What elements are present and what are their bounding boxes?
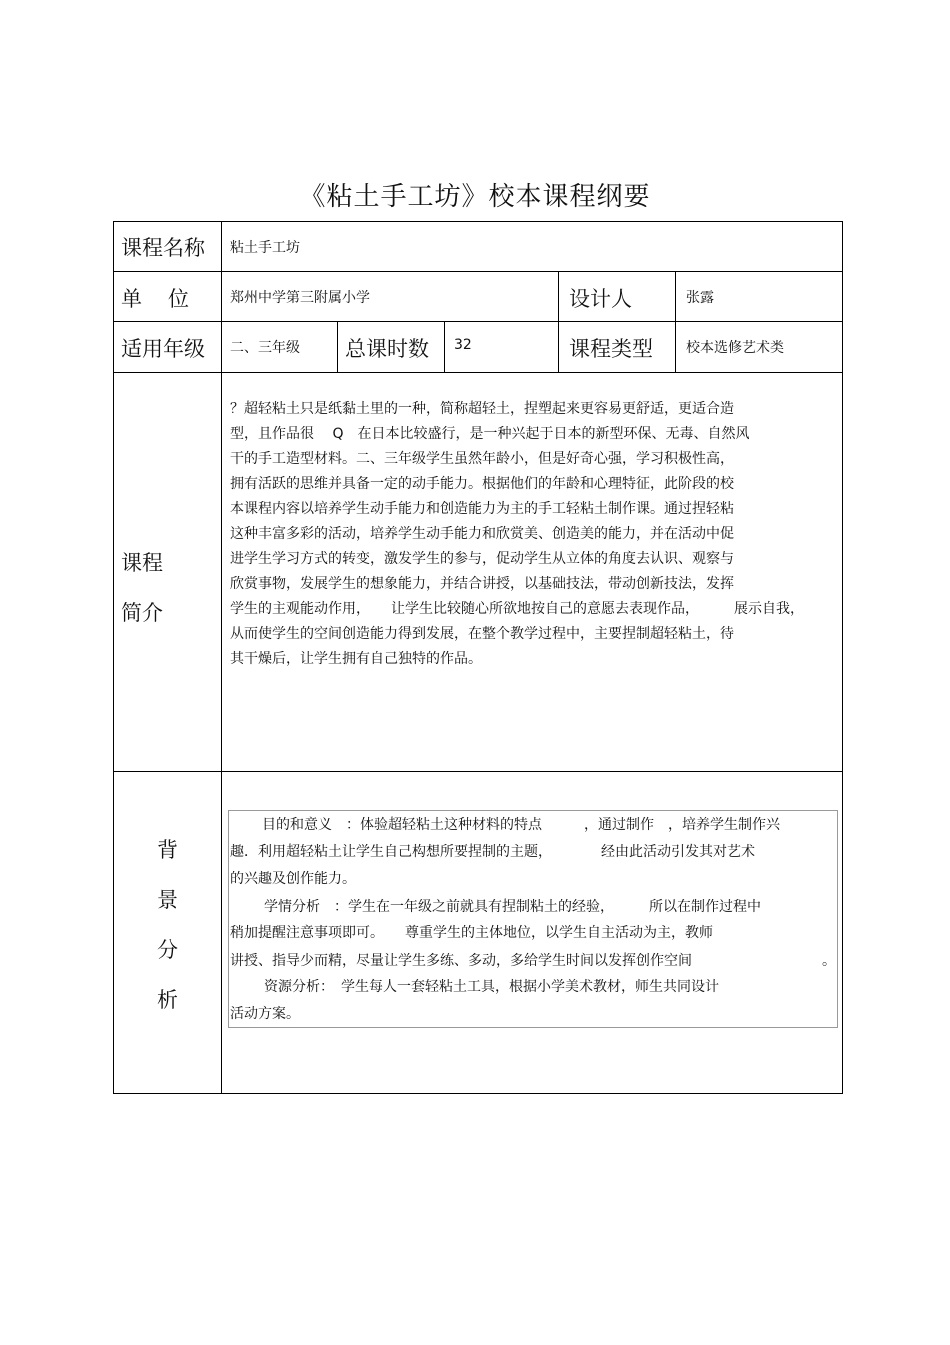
intro-line: 欣赏事物，发展学生的想象能力，并结合讲授，以基础技法，带动创新技法，发挥 [230, 576, 734, 592]
unit-value: 郑州中学第三附属小学 [230, 290, 370, 306]
row-divider [113, 321, 843, 322]
intro-line: 进学生学习方式的转变，激发学生的参与，促动学生从立体的角度去认识、观察与 [230, 551, 734, 567]
bg-label-char: 景 [157, 888, 178, 912]
bg-label-char: 分 [157, 938, 178, 962]
course-name-label: 课程名称 [121, 236, 205, 260]
bg-label-char: 析 [157, 988, 178, 1012]
background-line: 的兴趣及创作能力。 [230, 871, 356, 887]
unit-label-char-1: 单 [121, 287, 142, 311]
bg-label-char: 背 [157, 838, 178, 862]
intro-label-line-1: 课程 [121, 551, 163, 575]
type-label: 课程类型 [569, 337, 653, 361]
background-trailing-mark: 。 [822, 953, 836, 969]
row-divider [113, 771, 843, 772]
background-line: 讲授、指导少而精，尽量让学生多练、多动，多给学生时间以发挥创作空间 [230, 953, 692, 969]
column-divider [675, 271, 676, 373]
grade-label: 适用年级 [121, 337, 205, 361]
column-divider [221, 221, 222, 1093]
intro-line: 其干燥后，让学生拥有自己独特的作品。 [230, 651, 482, 667]
intro-line: 干的手工造型材料。二、三年级学生虽然年龄小，但是好奇心强，学习积极性高， [230, 451, 734, 467]
background-line: 学情分析 ：学生在一年级之前就具有捏制粘土的经验， 所以在制作过程中 [264, 899, 761, 915]
document-title: 《粘土手工坊》校本课程纲要 [299, 182, 651, 212]
intro-line: 型，且作品很 Q 在日本比较盛行，是一种兴起于日本的新型环保、无毒、自然风 [230, 426, 750, 442]
hours-label: 总课时数 [345, 337, 429, 361]
column-divider [444, 321, 445, 373]
grade-value: 二、三年级 [230, 340, 300, 356]
row-divider [113, 271, 843, 272]
intro-line: ？超轻粘土只是纸黏土里的一种，简称超轻土，捏塑起来更容易更舒适，更适合造 [230, 401, 734, 417]
column-divider [558, 271, 559, 373]
background-line: 趣．利用超轻粘土让学生自己构想所要捏制的主题， 经由此活动引发其对艺术 [230, 844, 755, 860]
course-intro-text [230, 397, 830, 672]
hours-value: 32 [454, 337, 472, 353]
type-value: 校本选修艺术类 [686, 340, 784, 356]
background-line: 目的和意义 ：体验超轻粘土这种材料的特点 ，通过制作 ，培养学生制作兴 [262, 817, 780, 833]
background-line: 稍加提醒注意事项即可。 尊重学生的主体地位，以学生自主活动为主，教师 [230, 925, 713, 941]
background-line: 活动方案。 [230, 1006, 300, 1022]
row-divider [113, 372, 843, 373]
designer-label: 设计人 [569, 287, 632, 311]
unit-label-char-2: 位 [168, 287, 189, 311]
course-name-value: 粘土手工坊 [230, 240, 300, 256]
intro-line: 这种丰富多彩的活动，培养学生动手能力和欣赏美、创造美的能力，并在活动中促 [230, 526, 734, 542]
intro-line: 学生的主观能动作用， 让学生比较随心所欲地按自己的意愿去表现作品， 展示自我， [230, 601, 804, 617]
designer-value: 张露 [686, 290, 714, 306]
intro-label-line-2: 简介 [121, 601, 163, 625]
intro-line: 本课程内容以培养学生动手能力和创造能力为主的手工轻粘土制作课。通过捏轻粘 [230, 501, 734, 517]
background-line: 资源分析： 学生每人一套轻粘土工具，根据小学美术教材，师生共同设计 [264, 979, 719, 995]
intro-line: 从而使学生的空间创造能力得到发展，在整个教学过程中，主要捏制超轻粘土，待 [230, 626, 734, 642]
intro-line: 拥有活跃的思维并具备一定的动手能力。根据他们的年龄和心理特征，此阶段的校 [230, 476, 734, 492]
column-divider [337, 321, 338, 373]
